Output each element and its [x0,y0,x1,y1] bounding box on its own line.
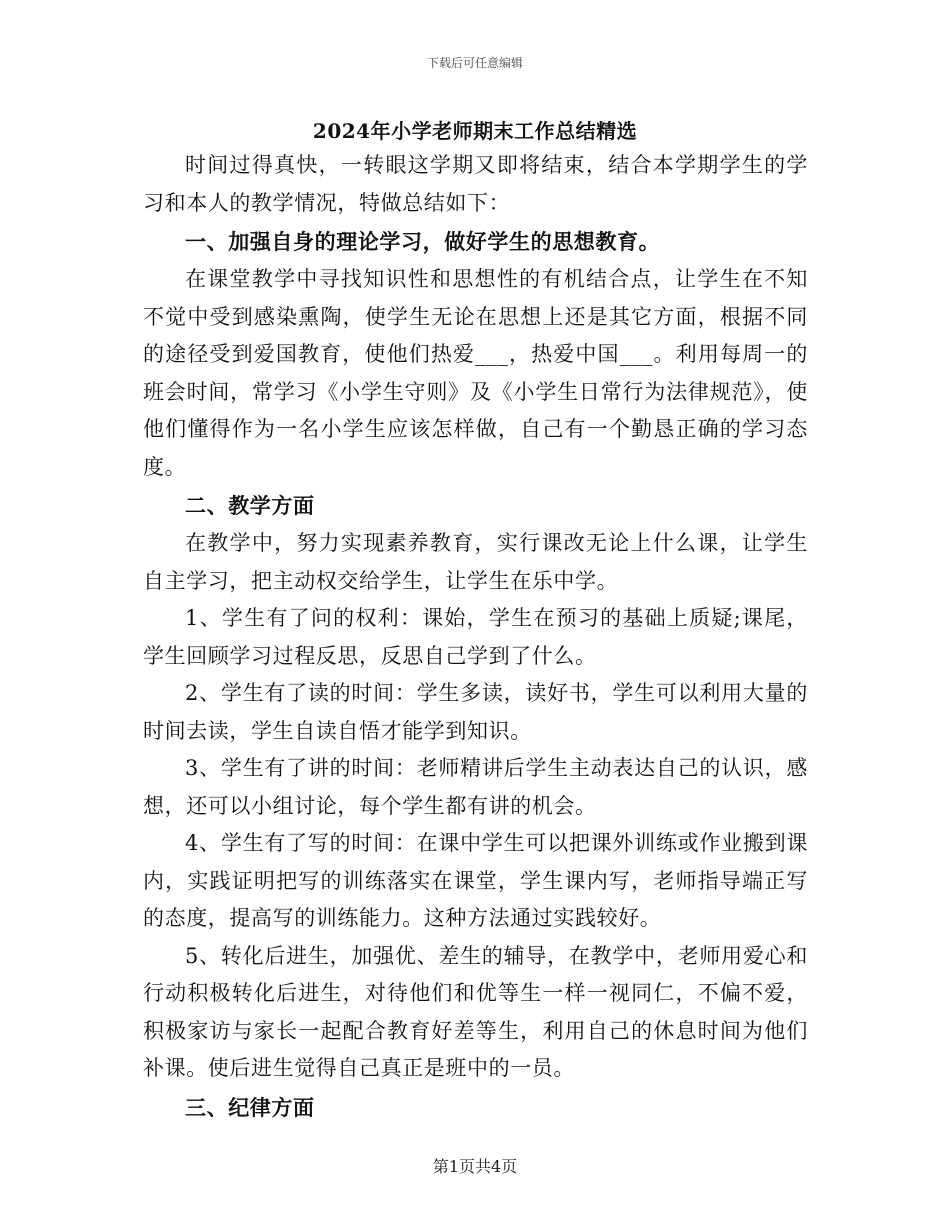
section-1-paragraph: 在课堂教学中寻找知识性和思想性的有机结合点，让学生在不知不觉中受到感染熏陶，使学生无论在思想上还是其它方面，根据不同的途径受到爱国教育，使他们热爱___，热爱中国___。利用每周一的班会时间，常学习《小学生守则》及《小学生日常行为法律规范》，使他们懂得作为一名小学生应该怎样做，自己有一个勤恳正确的学习态度。 [143,267,808,479]
section-2-item-3: 3、学生有了讲的时间：老师精讲后学生主动表达自己的认识，感想，还可以小组讨论，每个学生都有讲的机会。 [143,756,808,818]
section-heading-2: 二、教学方面 [185,493,315,518]
page-header: 下载后可任意编辑 [426,56,523,70]
section-2-item-4: 4、学生有了写的时间：在课中学生可以把课外训练或作业搬到课内，实践证明把写的训练落实在课堂，学生课内写，老师指导端正写的态度，提高写的训练能力。这种方法通过实践较好。 [143,831,808,930]
intro-paragraph: 时间过得真快，一转眼这学期又即将结束，结合本学期学生的学习和本人的教学情况，特做总结如下： [143,153,808,215]
document-title: 2024年小学老师期末工作总结精选 [312,119,638,143]
page-number-footer: 第1页共4页 [432,1157,518,1176]
section-2-item-5: 5、转化后进生，加强优、差生的辅导，在教学中，老师用爱心和行动积极转化后进生，对待他们和优等生一样一视同仁，不偏不爱，积极家访与家长一起配合教育好差等生，利用自己的休息时间为他们补课。使后进生觉得自己真正是班中的一员。 [143,943,808,1080]
section-2-item-1: 1、学生有了问的权利：课始，学生在预习的基础上质疑;课尾，学生回顾学习过程反思，反思自己学到了什么。 [143,606,808,668]
section-2-intro-paragraph: 在教学中，努力实现素养教育，实行课改无论上什么课，让学生自主学习，把主动权交给学生，让学生在乐中学。 [143,531,808,593]
section-2-item-2: 2、学生有了读的时间：学生多读，读好书，学生可以利用大量的时间去读，学生自读自悟才能学到知识。 [143,681,808,743]
section-heading-3: 三、纪律方面 [185,1094,315,1120]
section-heading-1: 一、加强自身的理论学习，做好学生的思想教育。 [185,229,661,254]
document-body [143,147,808,1127]
